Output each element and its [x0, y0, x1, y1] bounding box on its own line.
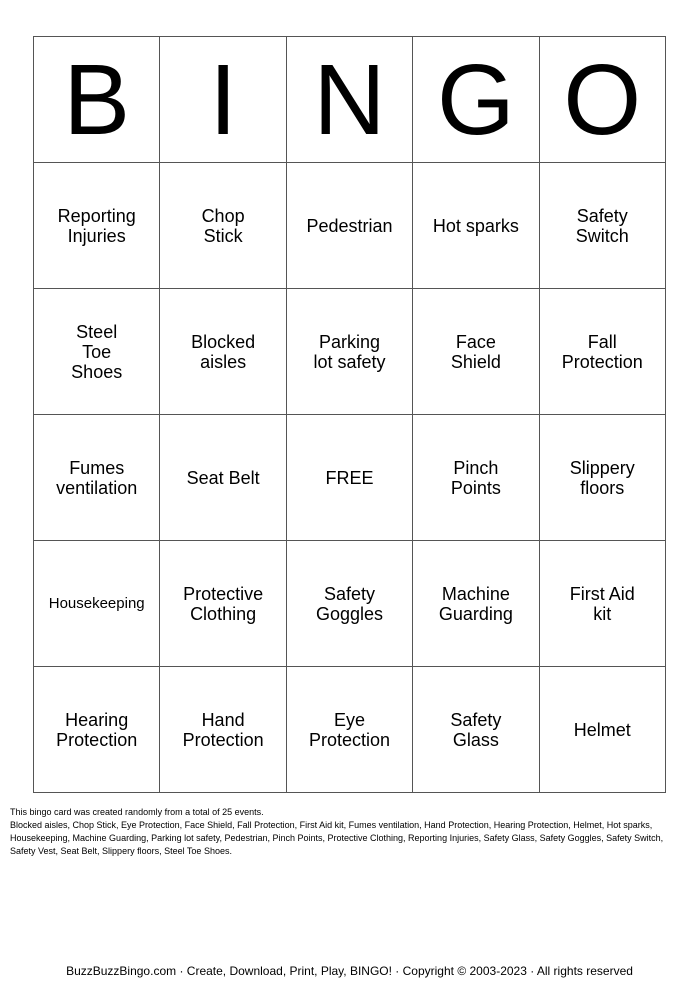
bingo-cell: Face Shield — [413, 289, 539, 415]
bingo-cell: Safety Switch — [539, 163, 665, 289]
bingo-card — [33, 36, 666, 793]
header-letter-i: I — [160, 37, 286, 163]
bingo-cell: Slippery floors — [539, 415, 665, 541]
bingo-cell: First Aid kit — [539, 541, 665, 667]
bingo-cell: Steel Toe Shoes — [34, 289, 160, 415]
card-info — [10, 806, 690, 858]
bingo-cell: Eye Protection — [286, 667, 412, 793]
bingo-cell: Hand Protection — [160, 667, 286, 793]
bingo-cell: Chop Stick — [160, 163, 286, 289]
header-letter-b: B — [34, 37, 160, 163]
site-footer: BuzzBuzzBingo.com · Create, Download, Print, Play, BINGO! · Copyright © 2003-2023 · All rights reserved — [66, 964, 633, 978]
bingo-cell: Hearing Protection — [34, 667, 160, 793]
header-row — [34, 37, 666, 163]
bingo-row-5 — [34, 667, 666, 793]
bingo-cell: Housekeeping — [34, 541, 160, 667]
bingo-row-2 — [34, 289, 666, 415]
bingo-row-1 — [34, 163, 666, 289]
bingo-cell: Helmet — [539, 667, 665, 793]
bingo-cell: Safety Goggles — [286, 541, 412, 667]
bingo-cell: Pinch Points — [413, 415, 539, 541]
info-summary: This bingo card was created randomly from a total of 25 events. — [10, 807, 264, 817]
header-letter-o: O — [539, 37, 665, 163]
bingo-cell: Fumes ventilation — [34, 415, 160, 541]
bingo-cell: Machine Guarding — [413, 541, 539, 667]
header-letter-g: G — [413, 37, 539, 163]
header-letter-n: N — [286, 37, 412, 163]
bingo-row-3 — [34, 415, 666, 541]
bingo-cell: Reporting Injuries — [34, 163, 160, 289]
bingo-cell: Fall Protection — [539, 289, 665, 415]
bingo-cell: Blocked aisles — [160, 289, 286, 415]
bingo-cell: Hot sparks — [413, 163, 539, 289]
bingo-cell: Pedestrian — [286, 163, 412, 289]
info-events-list: Blocked aisles, Chop Stick, Eye Protection, Face Shield, Fall Protection, First Aid kit, Fumes ventilation, Hand Protection, Hearing Protection, Helmet, Hot sparks, Housekeeping, Machine Guarding, Parking lot safety, Pedestrian, Pinch Points, Protective Clothing, Reporting Injuries, Safety Glass, Safety Goggles, Safety Switch, Safety Vest, Seat Belt, Slippery floors, Steel Toe Shoes. — [10, 820, 664, 856]
bingo-cell: Parking lot safety — [286, 289, 412, 415]
bingo-row-4 — [34, 541, 666, 667]
free-space-cell: FREE — [286, 415, 412, 541]
bingo-cell: Safety Glass — [413, 667, 539, 793]
bingo-cell: Seat Belt — [160, 415, 286, 541]
bingo-cell: Protective Clothing — [160, 541, 286, 667]
